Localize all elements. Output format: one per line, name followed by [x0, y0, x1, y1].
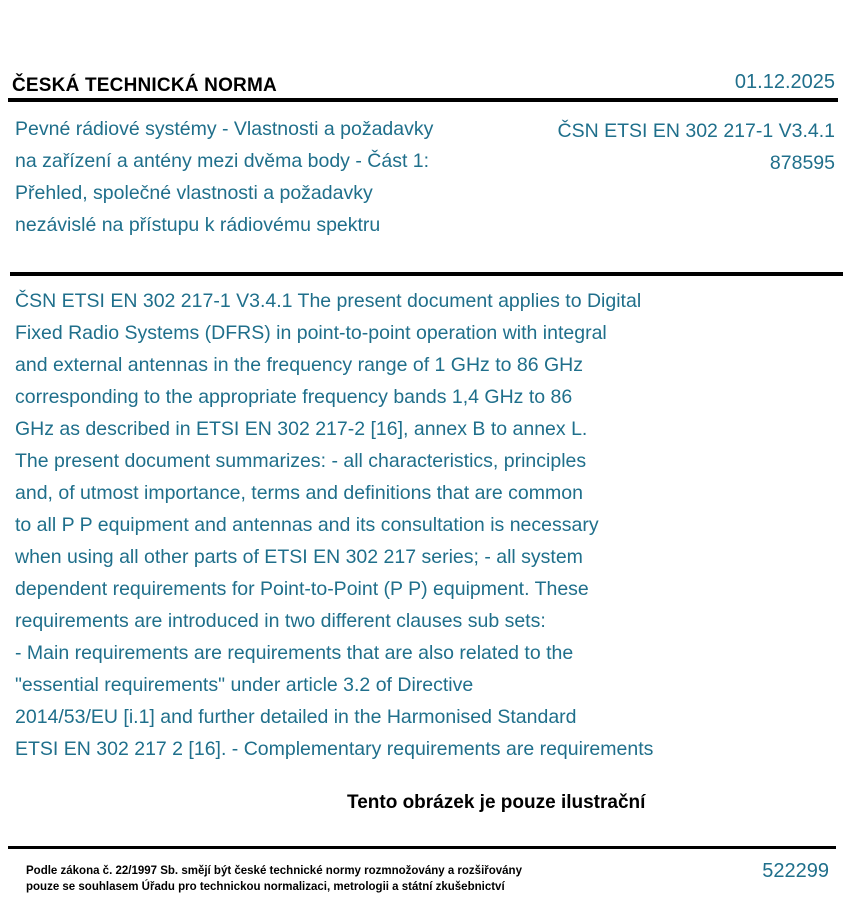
catalog-number: 878595: [769, 152, 835, 174]
standard-identifier-block: [558, 115, 835, 179]
document-type-title: ČESKÁ TECHNICKÁ NORMA: [12, 75, 277, 96]
standard-designation: ČSN ETSI EN 302 217-1 V3.4.1: [557, 120, 835, 142]
footer-divider: [8, 846, 836, 849]
title-divider: [10, 272, 843, 276]
document-number: 522299: [762, 860, 829, 882]
header-divider: [8, 98, 838, 102]
abstract-text: ČSN ETSI EN 302 217-1 V3.4.1 The present document applies to Digital Fixed Radio Systems (DFRS) in point-to-point operation with integral and external antennas in the frequency range of 1 GHz to 86 GHz corresponding to the appropriate frequency bands 1,4 GHz to 86 GHz as described in ETSI EN 302 217-2 [16], annex B to annex L. The present document summarizes: - all characteristics, principles and, of utmost importance, terms and definitions that are common to all P P equipment and antennas and its consultation is necessary when using all other parts of ETSI EN 302 217 series; - all system dependent requirements for Point-to-Point (P P) equipment. These requirements are introduced in two different clauses sub sets: - Main requirements are requirements that are also related to the "essential requirements" under article 3.2 of Directive 2014/53/EU [i.1] and further detailed in the Harmonised Standard ETSI EN 302 217 2 [16]. - Complementary requirements are requirements: [15, 290, 654, 760]
copyright-line-2: pouze se souhlasem Úřadu pro technickou normalizaci, metrologii a státní zkušebnictví: [26, 881, 505, 893]
illustrative-note: Tento obrázek je pouze ilustrační: [347, 792, 646, 813]
copyright-notice: [26, 863, 522, 895]
standard-czech-title: Pevné rádiové systémy - Vlastnosti a požadavky na zařízení a antény mezi dvěma body - Část 1: Přehled, společné vlastnosti a požadavky nezávislé na přístupu k rádiovému spektru: [15, 118, 434, 236]
copyright-line-1: Podle zákona č. 22/1997 Sb. smějí být české technické normy rozmnožovány a rozšiřovány: [26, 865, 522, 877]
publication-date: 01.12.2025: [734, 71, 835, 93]
